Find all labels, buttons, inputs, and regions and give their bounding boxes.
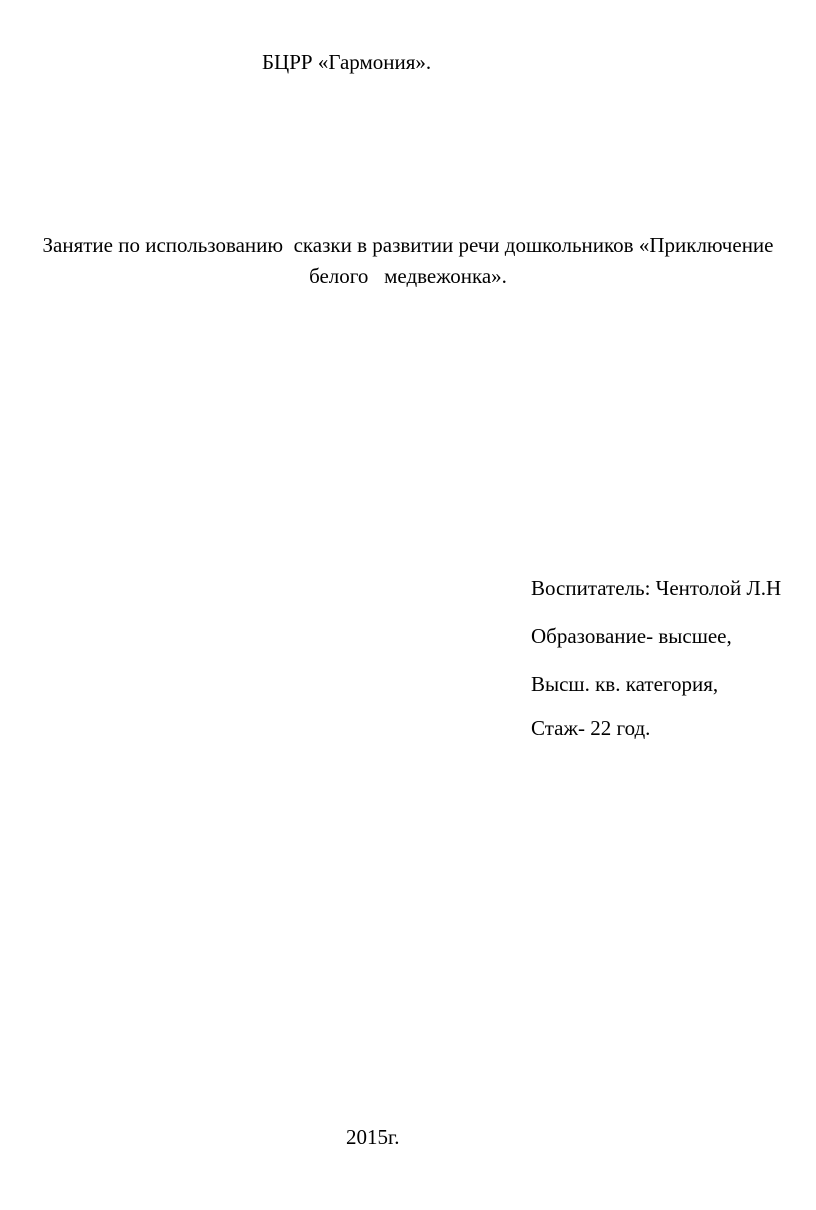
document-year: 2015г. — [346, 1125, 400, 1149]
teacher-name: Воспитатель: Чентолой Л.Н — [531, 576, 782, 600]
title-line-1: Занятие по использованию сказки в развитии речи дошкольников «Приключение — [42, 233, 774, 257]
document-title — [0, 230, 816, 292]
qualification-category: Высш. кв. категория, — [531, 672, 719, 696]
work-experience: Стаж- 22 год. — [531, 716, 651, 740]
organization-name: БЦРР «Гармония». — [262, 50, 432, 74]
education-level: Образование- высшее, — [531, 624, 732, 648]
title-line-2: белого медвежонка». — [309, 264, 507, 288]
